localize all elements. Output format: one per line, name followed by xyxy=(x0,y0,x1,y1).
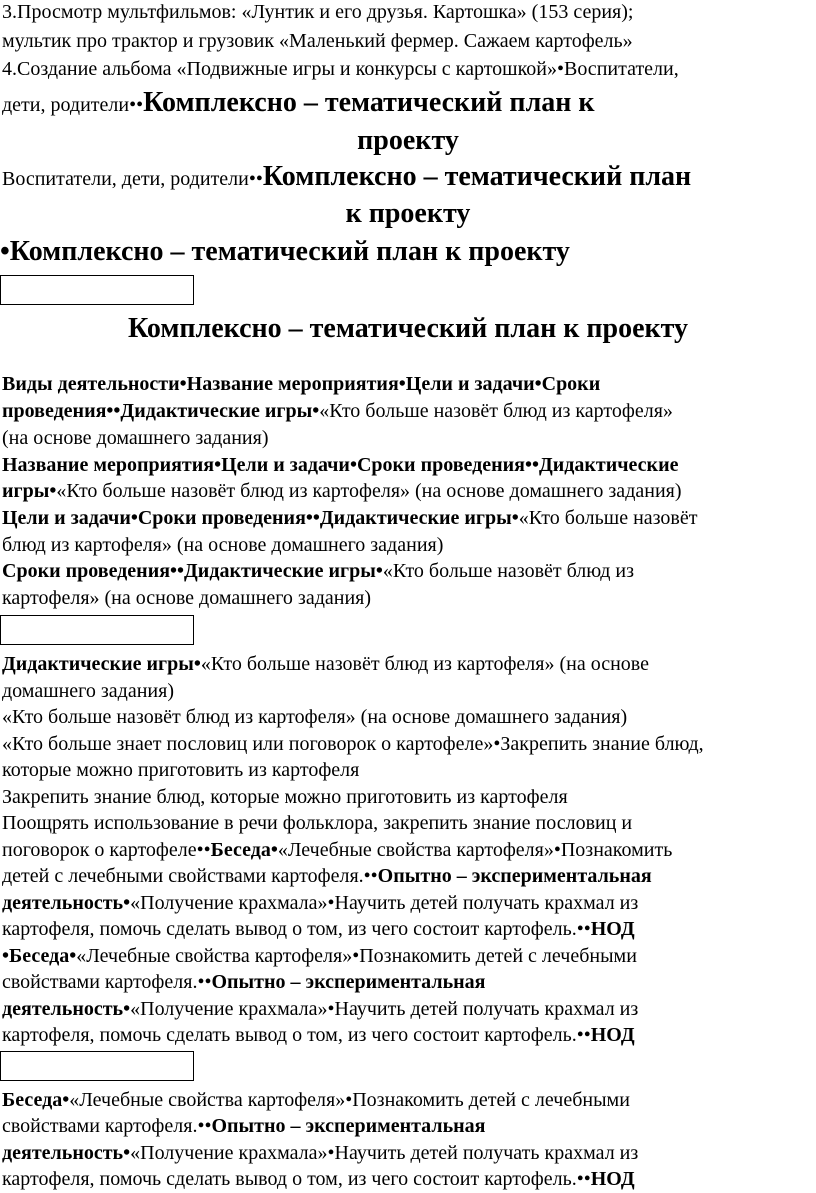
intro-text: дети, родители•• xyxy=(2,94,144,116)
bold-text: деятельность• xyxy=(2,1142,131,1164)
text-line xyxy=(2,997,638,1021)
text-line xyxy=(2,506,698,530)
normal-text: картофеля, помочь сделать вывод о том, из чего состоит картофель.•• xyxy=(2,1168,591,1190)
bold-text: Опытно – экспериментальная xyxy=(377,865,652,887)
bold-text: игры• xyxy=(2,480,57,502)
repeated-heading: к проекту xyxy=(345,198,471,229)
text-line: домашнего задания) xyxy=(2,680,174,702)
empty-box xyxy=(0,615,194,645)
repeated-heading: Комплексно – тематический план к xyxy=(143,87,595,118)
normal-text: картофеля, помочь сделать вывод о том, из чего состоит картофель.•• xyxy=(2,918,591,940)
text-line: Название мероприятия•Цели и задачи•Сроки проведения••Дидактические xyxy=(2,454,679,476)
intro-line: 4.Создание альбома «Подвижные игры и конкурсы с картошкой»•Воспитатели, xyxy=(2,58,679,80)
page-title: Комплексно – тематический план к проекту xyxy=(127,313,689,344)
text-line xyxy=(2,838,672,862)
text-line xyxy=(2,1023,635,1047)
normal-text: поговорок о картофеле•• xyxy=(2,839,211,861)
normal-text: картофеля, помочь сделать вывод о том, из чего состоит картофель.•• xyxy=(2,1024,591,1046)
bold-text: Сроки проведения••Дидактические игры• xyxy=(2,560,383,582)
bold-text: Беседа• xyxy=(2,1089,70,1111)
intro-line xyxy=(2,160,691,196)
text-line xyxy=(2,917,635,941)
normal-text: «Кто больше назовёт блюд из xyxy=(382,560,634,582)
bold-text: Беседа• xyxy=(210,839,278,861)
bold-text: НОД xyxy=(590,1024,635,1046)
text-line xyxy=(2,1114,486,1138)
text-line xyxy=(2,891,638,915)
empty-box xyxy=(0,1051,194,1081)
bold-text: Опытно – экспериментальная xyxy=(211,971,486,993)
repeated-heading: Комплексно – тематический план xyxy=(262,161,692,192)
text-line: Закрепить знание блюд, которые можно приготовить из картофеля xyxy=(2,786,568,808)
text-line: Виды деятельности•Название мероприятия•Цели и задачи•Сроки xyxy=(2,373,601,395)
text-line: (на основе домашнего задания) xyxy=(2,427,269,449)
normal-text: «Кто больше назовёт блюд из картофеля» xyxy=(319,400,673,422)
empty-box xyxy=(0,275,194,305)
intro-text: Воспитатели, дети, родители•• xyxy=(2,168,263,190)
text-line: Поощрять использование в речи фольклора, закрепить знание пословиц и xyxy=(2,812,633,834)
bold-text: Опытно – экспериментальная xyxy=(211,1115,486,1137)
text-line: картофеля» (на основе домашнего задания) xyxy=(2,587,372,609)
text-line xyxy=(2,652,649,676)
normal-text: «Кто больше назовёт xyxy=(518,507,698,529)
bold-text: •Беседа• xyxy=(2,945,77,967)
intro-line: мультик про трактор и грузовик «Маленький фермер. Сажаем картофель» xyxy=(2,30,633,52)
text-line xyxy=(2,399,673,423)
bold-text: деятельность• xyxy=(2,998,131,1020)
bold-text: Дидактические игры• xyxy=(2,653,201,675)
text-line: блюд из картофеля» (на основе домашнего задания) xyxy=(2,534,444,556)
normal-text: «Получение крахмала»•Научить детей получать крахмал из xyxy=(130,998,639,1020)
bold-text: Цели и задачи•Сроки проведения••Дидактические игры• xyxy=(2,507,519,529)
normal-text: «Лечебные свойства картофеля»•Познакомить детей с лечебными xyxy=(69,1089,630,1111)
normal-text: свойствами картофеля.•• xyxy=(2,971,212,993)
bold-text: проведения••Дидактические игры• xyxy=(2,400,320,422)
normal-text: свойствами картофеля.•• xyxy=(2,1115,212,1137)
normal-text: «Получение крахмала»•Научить детей получать крахмал из xyxy=(130,892,639,914)
text-line: которые можно приготовить из картофеля xyxy=(2,759,360,781)
intro-line xyxy=(2,86,595,122)
text-line xyxy=(2,479,682,503)
repeated-heading: •Комплексно – тематический план к проекту xyxy=(0,236,570,267)
normal-text: детей с лечебными свойствами картофеля.•• xyxy=(2,865,378,887)
bold-text: деятельность• xyxy=(2,892,131,914)
text-line xyxy=(2,970,486,994)
text-line xyxy=(2,1088,630,1112)
normal-text: «Кто больше назовёт блюд из картофеля» (на основе xyxy=(200,653,650,675)
text-line: «Кто больше знает пословиц или поговорок о картофеле»•Закрепить знание блюд, xyxy=(2,733,704,755)
text-line xyxy=(2,864,652,888)
text-line xyxy=(2,1141,638,1165)
normal-text: «Получение крахмала»•Научить детей получать крахмал из xyxy=(130,1142,639,1164)
text-line xyxy=(2,1167,635,1191)
bold-text: НОД xyxy=(590,918,635,940)
normal-text: «Лечебные свойства картофеля»•Познакомить детей с лечебными xyxy=(76,945,637,967)
repeated-heading: проекту xyxy=(357,125,459,156)
text-line: «Кто больше назовёт блюд из картофеля» (на основе домашнего задания) xyxy=(2,706,628,728)
bold-text: НОД xyxy=(590,1168,635,1190)
text-line xyxy=(2,559,634,583)
normal-text: «Лечебные свойства картофеля»•Познакомить xyxy=(277,839,673,861)
intro-line: 3.Просмотр мультфильмов: «Лунтик и его друзья. Картошка» (153 серия); xyxy=(2,1,634,23)
text-line xyxy=(2,944,637,968)
normal-text: «Кто больше назовёт блюд из картофеля» (на основе домашнего задания) xyxy=(56,480,682,502)
